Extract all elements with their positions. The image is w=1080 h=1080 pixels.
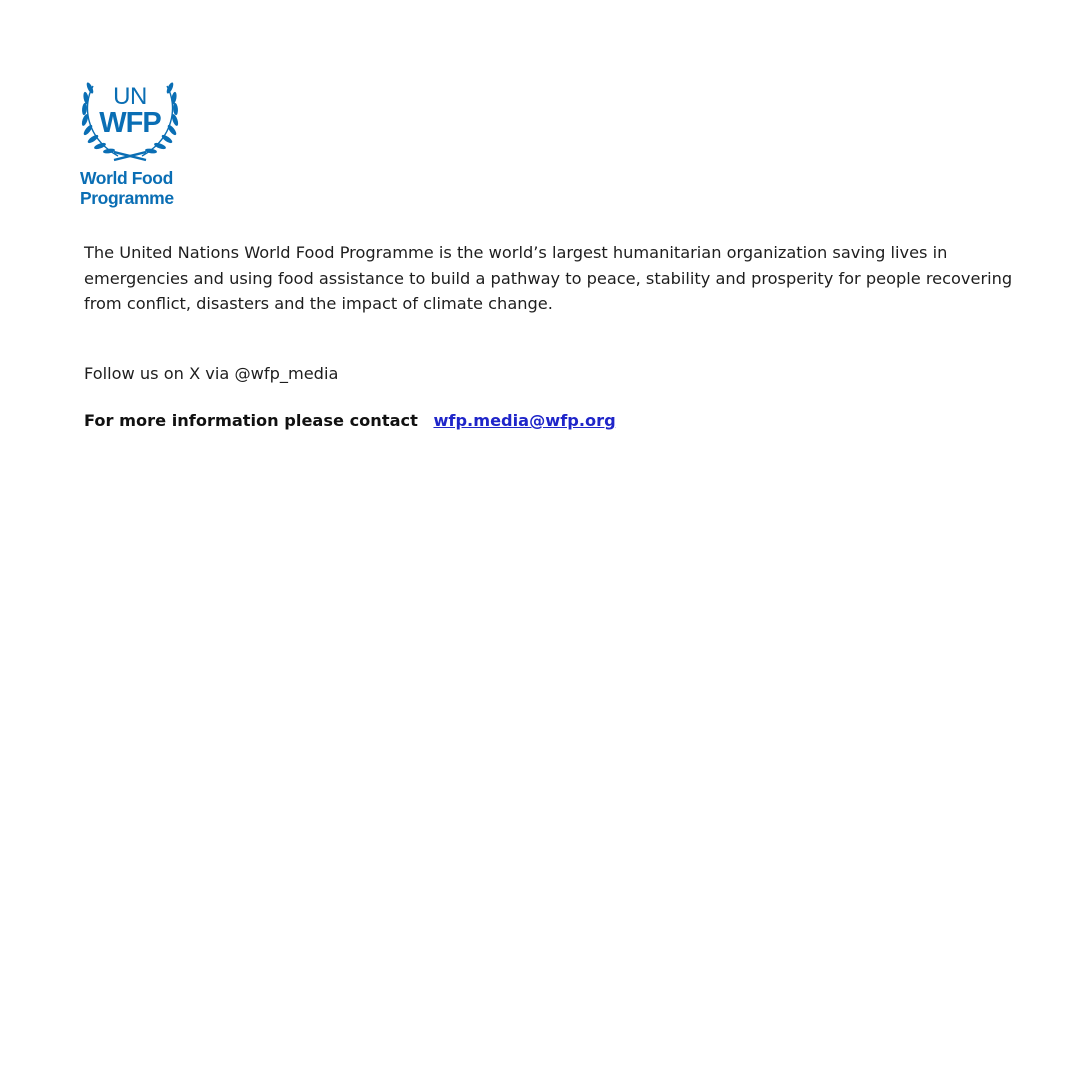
wordmark-line-2: Programme <box>80 188 174 208</box>
contact-line <box>84 409 616 433</box>
contact-email-link[interactable]: wfp.media@wfp.org <box>433 411 616 430</box>
follow-us-text: Follow us on X via @wfp_media <box>84 364 339 383</box>
wfp-logo <box>80 76 190 208</box>
emblem-wfp-text: WFP <box>99 107 161 139</box>
contact-label: For more information please contact <box>84 411 418 430</box>
emblem-un-text: UN <box>113 83 147 110</box>
un-emblem <box>80 76 180 162</box>
about-paragraph: The United Nations World Food Programme is the world’s largest humanitarian organization saving lives in emergencies and using food assistance to build a pathway to peace, stability and prosperity for people recovering from conflict, disasters and the impact of climate change. <box>84 243 1013 313</box>
logo-wordmark <box>80 168 190 208</box>
wordmark-line-1: World Food <box>80 168 173 188</box>
